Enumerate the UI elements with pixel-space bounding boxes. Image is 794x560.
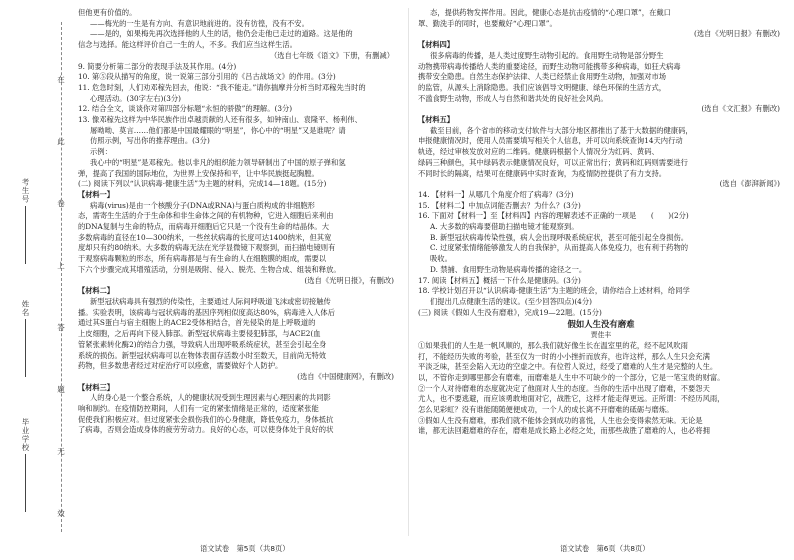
essay-line: 打，不能经历失败的考验，甚至仅为一时的小小挫折而放弃，也许这样，那么人生只会充满	[418, 351, 710, 361]
text-line: 14. 【材料一】从哪几个角度介绍了病毒？(3分)	[418, 189, 574, 199]
seal-char: 此	[57, 137, 65, 146]
text-line: 我心中的“明星”是邓稼先。他以非凡的组织能力领导研制出了中国的原子弹和氢	[90, 157, 346, 167]
essay-line: ①如果我们的人生是一帆风顺的，那么我们就好像生长在温室里的花，经不起风吹雨	[418, 340, 688, 350]
page-divider	[408, 8, 409, 536]
essay-title: 假如人生没有磨难	[567, 319, 635, 330]
text-line: C. 过度紧张情绪能够激发人的自我保护，从而提高人体免疫力，也有利于药物的	[430, 243, 689, 253]
essay-body	[418, 341, 784, 437]
material-heading: 【材料五】	[418, 115, 454, 125]
seal-char: 效	[57, 509, 65, 518]
text-line: ——梅光的一生是有方向、有意识地前进的。没有彷徨，没有不安。	[90, 18, 309, 28]
right-page-footer: 语文试卷 第6页（共8页）	[560, 544, 650, 553]
text-line: 病毒(virus)是由一个核酸分子(DNA或RNA)与蛋白质构成的非细胞形	[90, 200, 315, 210]
student-number-label: 考生号	[21, 178, 30, 204]
text-line: 轨迹，经过审核发放对应的二维码。健康码根据个人情况分为红码、黄码、	[418, 147, 659, 157]
text-line: 屠呦呦、莫言……他们都是中国最耀眼的“明星”，你心中的“明星”又是谁呢？请	[90, 125, 346, 135]
text-line: (三) 阅读《假如人生没有磨难》，完成19—22题。(15分)	[418, 307, 602, 317]
text-line: 上皮细胞，之后再向下侵入肺部。新型冠状病毒主要侵犯肺部，与ACE2(血	[78, 329, 321, 339]
text-line: 18. 学校计划召开以“认识病毒·健康生活”为主题的班会，请你结合上述材料，给同学	[418, 286, 690, 296]
text-line: 心理活动。(30字左右)(3分)	[90, 93, 181, 103]
essay-line: 平淡乏味，甚至会陷入无边的空虚之中。有位哲人说过，经受了磨难的人生才是完整的人生。	[418, 362, 718, 372]
school-field[interactable]	[20, 418, 31, 512]
text-line: 绿码三种颜色，其中绿码表示健康情况良好，可以正常出行；黄码和红码则需要进行	[418, 157, 688, 167]
text-line: 示例：	[90, 147, 112, 157]
text-line: 于观察病毒颗粒的形态，所有病毒都是与有生命的人在细胞膜的组成，需要以	[78, 254, 327, 264]
text-line: 携带安全隐患。自然生态保护法律、人类已经禁止食用野生动物，加强对市场	[418, 72, 667, 82]
text-line: 新型冠状病毒具有强烈的传染性，主要通过人际间呼吸道飞沫或密切接触传	[90, 296, 331, 306]
text-line: 罩、勤洗手的同时，也要戴好“心理口罩”。	[418, 18, 557, 28]
text-line: 12. 结合全文，谈谈你对第四部分标题“永恒的骄傲”的理解。(3分)	[78, 104, 293, 114]
source-citation: (选自《光明日报》，有删改)	[304, 275, 394, 285]
right-page-content	[418, 8, 784, 437]
text-line: 13. 像邓稼先这样为中华民族作出卓越贡献的人还有很多，如钟南山、袁隆平、杨利伟、	[78, 115, 362, 125]
essay-author: 贾佳丰	[590, 331, 612, 340]
text-line: 9. 简要分析第二部分的表现手法及其作用。(4分)	[78, 61, 237, 71]
left-page-footer: 语文试卷 第5页（共8页）	[200, 544, 290, 553]
seal-char: 在	[57, 75, 65, 84]
text-line: 了病毒，否则会造成身体的疲劳劳动力。良好的心态，可以使身体处于良好的状	[78, 425, 334, 435]
seal-char: 上	[57, 261, 65, 270]
text-line: 申报健康情况时，使用人员需要填写相关个人信息，并可以向系统查询14天内行动	[418, 136, 683, 146]
text-line: 播。实验表明，该病毒与冠状病毒的基因序列相似度高达80%，病毒进入人体后	[78, 307, 336, 317]
text-line: 10. 第⑤段从描写的角度，说一说第三部分引用的《吕古战场文》的作用。(3分)	[78, 72, 336, 82]
text-line: 促使我们积极应对。但过度紧张会损伤我们的心身健康，降低免疫力，身体抵抗	[78, 414, 334, 424]
text-line: 不滥食野生动物，形成人与自然和谐共处的良好社会风尚。	[418, 93, 608, 103]
seal-char: 无	[57, 447, 65, 456]
text-line: 态，提供药物发挥作用。因此，健康心态是抗击疫情的“心理口罩”，在戴口	[430, 8, 671, 17]
text-line: 弹，提高了我国的国际地位，为世界上安保持和平，让中华民族挺起胸膛。	[78, 168, 319, 178]
source-citation: (选自《光明日报》有删改)	[694, 29, 780, 39]
text-line: 药物，但多数患者经过对症治疗可以痊愈，需要做好个人防护。	[78, 361, 283, 371]
material-heading: 【材料四】	[418, 40, 454, 50]
text-line: B. 新型冠状病毒传染性强，病人会出现呼吸系统症状，甚至可能引起全身损伤。	[430, 232, 689, 242]
essay-line: 谁，都无法回避磨难的存在，磨难是成长路上必经之处，而那些战胜了磨难的人，也必将拥	[418, 426, 710, 436]
text-line: 管紧张素转化酶2)的结合力强，导致病人出现呼吸系统症状，甚至会引起全身	[78, 339, 327, 349]
text-line: 仿照示例，写出你的推荐理由。(3分)	[90, 136, 210, 146]
text-line: 动物携带病毒传播给人类的重要途径，而野生动物可能携带多种病毒，如狂犬病毒	[418, 61, 681, 71]
student-number-field[interactable]	[20, 178, 31, 264]
material-heading: 【材料三】	[78, 382, 114, 392]
text-line: 下六个步骤完成其增殖活动，分别是吸附、侵入、脱壳、生物合成、组装和释放。	[78, 264, 341, 274]
name-label: 姓名	[21, 300, 30, 317]
text-line: 17. 阅读【材料五】概括一下什么是健康码。(3分)	[418, 275, 581, 285]
text-line: 截至目前，各个省市的移动支付软件与大部分地区都推出了基于大数据的健康码，	[430, 125, 693, 135]
essay-line: 怎么见彩虹？没有谁能随随便便成功，一个人的成长离不开磨难的砥砺与磨炼。	[418, 405, 674, 415]
seal-char: 题	[57, 385, 65, 394]
text-line: 人的身心是一个整合系统，人的健康状况受到生理因素与心理因素的共同影	[90, 393, 331, 403]
source-citation: (选自《中国健康网》，有删改)	[297, 371, 394, 381]
seal-warning-text	[56, 70, 66, 524]
text-line: 信念与选择。能这样评价自己一生的人，不多。我们应当这样生活。	[78, 40, 297, 50]
text-line: 但他更有价值的。	[78, 8, 137, 17]
material-heading: 【材料二】	[78, 286, 114, 296]
text-line: 多数病毒的直径在10—300纳米，一些丝状病毒的长度可达1400纳米，但其宽	[78, 232, 332, 242]
source-citation: （选自七年级《语文》下册，有删减）	[269, 50, 394, 60]
text-line: 们提出几点健康生活的建议。(至少回答四点)(4分)	[430, 296, 592, 306]
text-line: 的监管，从源头上消除隐患。我们应该倡导文明健康、绿色环保的生活方式，	[418, 82, 667, 92]
material-heading: 【材料一】	[78, 189, 114, 199]
text-line: 很多病毒的传播，是人类过度野生动物引起的。食用野生动物是部分野生	[430, 50, 664, 60]
text-line: 系统的损伤。新型冠状病毒可以在物体表面存活数小时至数天，目前尚无特效	[78, 350, 327, 360]
text-line: 通过其S蛋白与宿主细胞上的ACE2受体相结合，首先侵染的是上呼吸道的	[78, 318, 316, 328]
text-line: D. 禁捕、食用野生动物是病毒传播的途径之一。	[430, 264, 587, 274]
text-line: 11. 危急时刻，人们劝邓稼先回去，他说：“我不能走。”请你揣摩并分析当时邓稼先当时的	[78, 82, 366, 92]
seal-char: 答	[57, 323, 65, 332]
name-field[interactable]	[20, 300, 31, 377]
text-line: 的DNA复制与生命的特点，而病毒开细胞后它只是一个没有生命的结晶体。大	[78, 222, 330, 232]
essay-line: 尤人，也不要逃避，而应该勇敢地面对它，战胜它，这样才能走得更远。正所谓：不经历风雨，	[418, 394, 725, 404]
text-line: (二) 阅读下列以“认识病毒·健康生活”为主题的材料，完成14—18题。(15分)	[78, 179, 327, 189]
text-line: 15. 【材料二】中加点词能否删去？为什么？(3分)	[418, 200, 581, 210]
text-line: 响和制约。在疫情防控期间，人们有一定的紧张情绪是正常的，适度紧张能	[78, 404, 319, 414]
essay-line: ②一个人对待磨难的态度就决定了他面对人生的态度。当你的生活中出现了磨难，不要怨天	[418, 383, 710, 393]
text-line: 不同时长的隔离，结果可在健康码中实时查询，为疫情防控提供了有力支持。	[418, 168, 667, 178]
source-citation: (选自《澎湃新闻》)	[719, 179, 780, 189]
text-line: 态，需寄生生活的介于生命体和非生命体之间的有机物种，它进入细胞后来利由	[78, 211, 334, 221]
school-label: 毕业学校	[21, 418, 30, 452]
left-page-content	[78, 8, 398, 436]
source-citation: (选自《文汇报》有删改)	[701, 104, 780, 114]
text-line: 度却只有约80纳米。大多数的病毒无法在光学显微镜下观察到，而扫描电镜则有	[78, 243, 336, 253]
text-line: ——是的，如果梅先再次选择他的人生的话，他仍会走他已走过的道路。这是他的	[90, 29, 353, 39]
right-questions	[418, 8, 784, 318]
essay-line: 以，不管你走到哪里都会有磨难，而磨难是人生中不可缺少的一个部分，它是一笔宝贵的财富。	[418, 372, 725, 382]
essay-line: ③假如人生没有磨难，那我们就不能体会到成功的喜悦，人生也会变得索然无味。无论是	[418, 415, 703, 425]
text-line: 吸收。	[430, 254, 452, 264]
text-line: A. 大多数的病毒要借助扫描电镜才能观察到。	[430, 222, 579, 232]
seal-char: 卷	[57, 199, 65, 208]
text-line: 16. 下面对【材料一】至【材料四】内容的理解表述不正确的一项是 ( )(2分)	[418, 211, 689, 221]
binding-margin	[0, 0, 66, 560]
